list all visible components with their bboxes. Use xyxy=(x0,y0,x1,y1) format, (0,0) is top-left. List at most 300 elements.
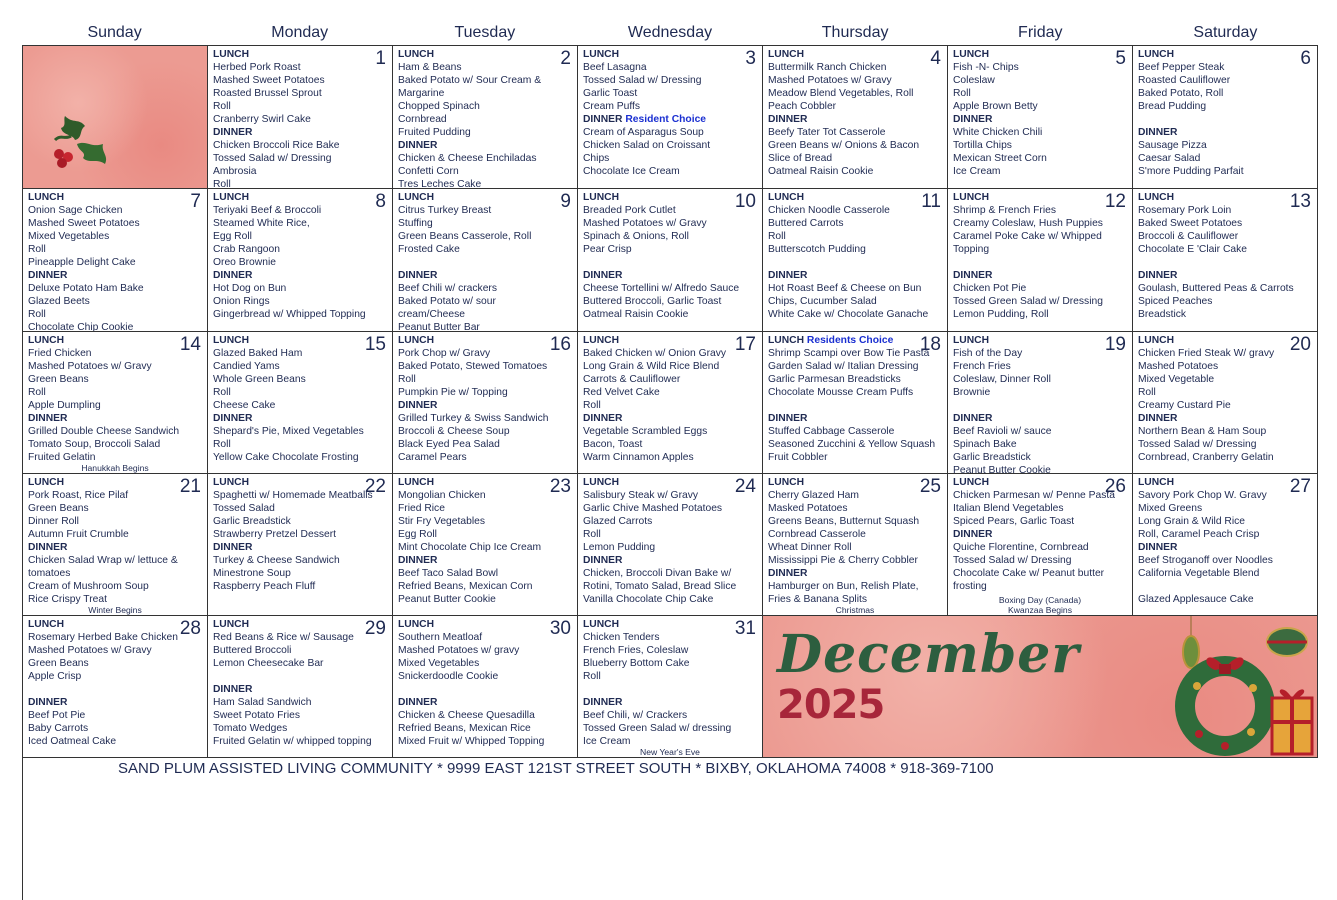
menu-item xyxy=(28,580,207,593)
menu-text: Mashed Potatoes w/ Gravy xyxy=(28,361,152,372)
menu-item xyxy=(1138,438,1317,451)
menu-text: Pork Chop w/ Gravy xyxy=(398,348,491,359)
menu-text: Garlic Breadstick xyxy=(213,516,291,527)
menu-item xyxy=(768,256,947,269)
menu-item xyxy=(953,438,1132,451)
menu-item xyxy=(768,100,947,113)
menu-item xyxy=(213,217,392,230)
menu-text: White Chicken Chili xyxy=(953,127,1043,138)
menu-text: Fruit Cobbler xyxy=(768,452,828,463)
holiday-note: Hanukkah Begins xyxy=(81,463,149,473)
menu-text: Roll xyxy=(583,671,601,682)
menu-item xyxy=(398,735,577,748)
menu-text: Egg Roll xyxy=(398,529,437,540)
menu-text: Candied Yams xyxy=(213,361,280,372)
menu-text: Butterscotch Pudding xyxy=(768,244,866,255)
menu-text: Mixed Vegetables xyxy=(398,658,480,669)
holiday-notes xyxy=(23,463,207,473)
menu-text: Baked Potato, Roll xyxy=(1138,88,1224,99)
meal-heading xyxy=(398,696,577,709)
menu-text: DINNER xyxy=(583,270,623,281)
menu-text: Green Beans w/ Onions & Bacon xyxy=(768,140,920,151)
menu-text: Tortilla Chips xyxy=(953,140,1012,151)
menu-item xyxy=(213,61,392,74)
menu-item xyxy=(1138,74,1317,87)
meal-heading xyxy=(213,683,392,696)
menu-item xyxy=(953,139,1132,152)
menu-text: Chicken Salad on Croissant xyxy=(583,140,711,151)
menu-text: Baked Chicken w/ Onion Gravy xyxy=(583,348,727,359)
menu-item xyxy=(28,256,207,269)
menu-text: Tossed Green Salad w/ Dressing xyxy=(953,296,1103,307)
menu-text: DINNER xyxy=(213,413,253,424)
menu-text: Chocolate Ice Cream xyxy=(583,166,680,177)
menu-text: Pork Roast, Rice Pilaf xyxy=(28,490,129,501)
menu-item xyxy=(213,87,392,100)
menu-item xyxy=(213,100,392,113)
menu-text: Deluxe Potato Ham Bake xyxy=(28,283,144,294)
menu-text: Cornbread, Cranberry Gelatin xyxy=(1138,452,1274,463)
weekday-wednesday: Wednesday xyxy=(627,24,713,41)
choice-label: Resident Choice xyxy=(622,114,707,125)
menu-item xyxy=(213,230,392,243)
menu-item xyxy=(398,321,577,332)
menu-item xyxy=(953,243,1132,256)
menu-text: Roll xyxy=(28,387,46,398)
meal-heading xyxy=(28,412,207,425)
menu-item xyxy=(583,386,762,399)
meal-heading xyxy=(213,126,392,139)
menu-text: Snickerdoodle Cookie xyxy=(398,671,499,682)
menu-item xyxy=(583,139,762,152)
day-number: 13 xyxy=(1289,191,1311,212)
holiday-note: New Year's Eve xyxy=(640,747,700,757)
menu-text: DINNER xyxy=(583,413,623,424)
menu-text: Rotini, Tomato Salad, Bread Slice xyxy=(583,581,737,592)
menu-text: Refried Beans, Mexican Corn xyxy=(398,581,533,592)
menu-item xyxy=(398,438,577,451)
menu-text: Northern Bean & Ham Soup xyxy=(1138,426,1267,437)
menu-text: Chips xyxy=(583,153,610,164)
menu-text: Dinner Roll xyxy=(28,516,79,527)
menu-item xyxy=(28,502,207,515)
day-cell-24 xyxy=(578,474,763,616)
menu-item xyxy=(398,567,577,580)
menu-item xyxy=(768,386,947,399)
menu-item xyxy=(953,464,1132,474)
menu-text: Fish of the Day xyxy=(953,348,1023,359)
menu-text: Creamy Custard Pie xyxy=(1138,400,1231,411)
menu-item xyxy=(583,541,762,554)
menu-text: Mashed Potatoes w/ gravy xyxy=(398,645,520,656)
menu-text: DINNER xyxy=(398,555,438,566)
menu-item xyxy=(953,360,1132,373)
day-number: 5 xyxy=(1115,48,1126,69)
menu-text: Shrimp & French Fries xyxy=(953,205,1056,216)
menu-text: Spinach & Onions, Roll xyxy=(583,231,689,242)
menu-item xyxy=(1138,567,1317,580)
menu-text: Mashed Sweet Potatoes xyxy=(213,75,325,86)
menu-text: Chips, Cucumber Salad xyxy=(768,296,877,307)
menu-item xyxy=(398,282,577,295)
menu-item xyxy=(583,593,762,606)
meal-heading xyxy=(398,399,577,412)
menu-item xyxy=(768,554,947,567)
menu-item xyxy=(213,139,392,152)
day-number: 16 xyxy=(549,334,571,355)
menu-text: LUNCH xyxy=(398,49,435,60)
menu-item xyxy=(1138,502,1317,515)
menu-item xyxy=(213,515,392,528)
menu-item xyxy=(583,243,762,256)
menu-item xyxy=(28,243,207,256)
menu-text: Mixed Fruit w/ Whipped Topping xyxy=(398,736,545,747)
menu-text: Red Velvet Cake xyxy=(583,387,660,398)
menu-item xyxy=(953,515,1132,528)
menu-text: DINNER xyxy=(398,400,438,411)
menu-item xyxy=(28,282,207,295)
menu-text: DINNER xyxy=(398,697,438,708)
day-number: 12 xyxy=(1104,191,1126,212)
meal-heading xyxy=(213,269,392,282)
menu-text: Egg Roll xyxy=(213,231,252,242)
day-number: 10 xyxy=(734,191,756,212)
menu-text: Apple Brown Betty xyxy=(953,101,1038,112)
day-cell-1 xyxy=(208,46,393,189)
menu-text: Beef Taco Salad Bowl xyxy=(398,568,498,579)
day-number: 23 xyxy=(549,476,571,497)
menu-item xyxy=(28,230,207,243)
menu-text: Long Grain & Wild Rice Blend xyxy=(583,361,720,372)
menu-text: tomatoes xyxy=(28,568,71,579)
day-cell-15 xyxy=(208,332,393,474)
menu-text: Spiced Pears, Garlic Toast xyxy=(953,516,1075,527)
menu-item xyxy=(213,670,392,683)
menu-text: Green Beans xyxy=(28,374,89,385)
menu-text: DINNER xyxy=(583,697,623,708)
day-cell-22 xyxy=(208,474,393,616)
menu-item xyxy=(213,282,392,295)
menu-text: Roasted Brussel Sprout xyxy=(213,88,322,99)
menu-item xyxy=(768,373,947,386)
menu-item xyxy=(28,425,207,438)
meal-heading xyxy=(213,48,392,61)
menu-item xyxy=(398,670,577,683)
day-cell-20 xyxy=(1133,332,1318,474)
menu-item xyxy=(213,528,392,541)
day-number: 19 xyxy=(1104,334,1126,355)
day-number: 2 xyxy=(560,48,571,69)
menu-item xyxy=(1138,100,1317,113)
menu-text: Roll xyxy=(1138,387,1156,398)
menu-text: Garlic Parmesan Breadsticks xyxy=(768,374,901,385)
menu-text: Broccoli & Cheese Soup xyxy=(398,426,510,437)
menu-item xyxy=(583,722,762,735)
menu-text: Garden Salad w/ Italian Dressing xyxy=(768,361,919,372)
menu-item xyxy=(398,100,577,113)
menu-item xyxy=(398,360,577,373)
day-cell-19 xyxy=(948,332,1133,474)
menu-item xyxy=(953,502,1132,515)
menu-item xyxy=(398,243,577,256)
meal-heading xyxy=(28,541,207,554)
menu-text: Black Eyed Pea Salad xyxy=(398,439,500,450)
menu-text: Quiche Florentine, Cornbread xyxy=(953,542,1089,553)
menu-text: Roll xyxy=(213,101,231,112)
menu-item xyxy=(583,61,762,74)
menu-text: LUNCH xyxy=(768,477,805,488)
menu-item xyxy=(398,644,577,657)
menu-item xyxy=(1138,295,1317,308)
day-number: 31 xyxy=(734,618,756,639)
menu-item xyxy=(583,87,762,100)
day-cell-7 xyxy=(23,189,208,332)
menu-text: Mint Chocolate Chip Ice Cream xyxy=(398,542,542,553)
menu-text: DINNER xyxy=(213,270,253,281)
menu-text: Mongolian Chicken xyxy=(398,490,486,501)
menu-item xyxy=(953,295,1132,308)
day-cell-29 xyxy=(208,616,393,758)
menu-item xyxy=(213,722,392,735)
menu-item xyxy=(213,113,392,126)
menu-item xyxy=(398,657,577,670)
menu-text: Ham Salad Sandwich xyxy=(213,697,312,708)
menu-text: Bacon, Toast xyxy=(583,439,643,450)
meal-heading xyxy=(398,139,577,152)
menu-item xyxy=(398,425,577,438)
day-number: 7 xyxy=(190,191,201,212)
menu-text: Herbed Pork Roast xyxy=(213,62,301,73)
menu-text: Mixed Greens xyxy=(1138,503,1203,514)
menu-text: Apple Crisp xyxy=(28,671,82,682)
menu-text: Beef Pot Pie xyxy=(28,710,86,721)
menu-text: DINNER xyxy=(1138,413,1178,424)
menu-text: Onion Rings xyxy=(213,296,270,307)
menu-text: Chicken Salad Wrap w/ lettuce & xyxy=(28,555,178,566)
menu-item xyxy=(768,217,947,230)
menu-item xyxy=(768,152,947,165)
menu-text: Glazed Applesauce Cake xyxy=(1138,594,1254,605)
holly-icon xyxy=(35,96,125,176)
menu-text: Brownie xyxy=(953,387,991,398)
weekday-tuesday: Tuesday xyxy=(454,24,516,41)
menu-item xyxy=(213,735,392,748)
menu-text: LUNCH xyxy=(213,335,250,346)
menu-item xyxy=(398,230,577,243)
menu-item xyxy=(768,139,947,152)
menu-item xyxy=(213,438,392,451)
menu-text: Roll xyxy=(213,439,231,450)
menu-item xyxy=(1138,165,1317,178)
menu-text: Roll xyxy=(213,179,231,189)
menu-item xyxy=(768,295,947,308)
menu-item xyxy=(583,502,762,515)
menu-text: Caramel Poke Cake w/ Whipped xyxy=(953,231,1102,242)
meal-heading xyxy=(28,269,207,282)
meal-heading xyxy=(213,412,392,425)
menu-text: Grilled Double Cheese Sandwich xyxy=(28,426,180,437)
menu-item xyxy=(953,308,1132,321)
menu-item xyxy=(398,308,577,321)
menu-text: Glazed Baked Ham xyxy=(213,348,303,359)
day-cell-23 xyxy=(393,474,578,616)
menu-item xyxy=(953,126,1132,139)
menu-item xyxy=(768,528,947,541)
menu-item xyxy=(768,87,947,100)
menu-text: Chicken Pot Pie xyxy=(953,283,1027,294)
menu-text: Shrimp Scampi over Bow Tie Pasta xyxy=(768,348,930,359)
menu-item xyxy=(953,541,1132,554)
menu-item xyxy=(213,580,392,593)
menu-text: Creamy Coleslaw, Hush Puppies xyxy=(953,218,1103,229)
menu-item xyxy=(768,438,947,451)
menu-text: Salisbury Steak w/ Gravy xyxy=(583,490,699,501)
menu-text: DINNER xyxy=(28,270,68,281)
menu-item xyxy=(1138,217,1317,230)
menu-item xyxy=(213,502,392,515)
menu-text: Vegetable Scrambled Eggs xyxy=(583,426,708,437)
menu-item xyxy=(398,295,577,308)
menu-item xyxy=(768,515,947,528)
menu-text: Caesar Salad xyxy=(1138,153,1201,164)
menu-text: Beef Ravioli w/ sauce xyxy=(953,426,1052,437)
menu-item xyxy=(1138,580,1317,593)
menu-item xyxy=(28,528,207,541)
menu-item xyxy=(398,178,577,189)
meal-heading xyxy=(768,269,947,282)
menu-text: Roll xyxy=(953,88,971,99)
menu-text: LUNCH xyxy=(953,477,990,488)
menu-item xyxy=(398,373,577,386)
menu-text: Fruited Gelatin xyxy=(28,452,96,463)
day-number: 14 xyxy=(179,334,201,355)
meal-heading xyxy=(1138,412,1317,425)
holiday-note: Christmas xyxy=(835,605,875,615)
menu-item xyxy=(398,217,577,230)
meal-heading xyxy=(28,696,207,709)
menu-text: Roll xyxy=(768,231,786,242)
day-cell-28 xyxy=(23,616,208,758)
menu-text: French Fries xyxy=(953,361,1011,372)
menu-text: Iced Oatmeal Cake xyxy=(28,736,117,747)
menu-item xyxy=(28,709,207,722)
menu-item xyxy=(583,657,762,670)
meal-heading xyxy=(953,48,1132,61)
menu-text: DINNER xyxy=(28,542,68,553)
menu-item xyxy=(213,178,392,189)
menu-text: Tomato Soup, Broccoli Salad xyxy=(28,439,161,450)
menu-item xyxy=(398,152,577,165)
menu-item xyxy=(768,61,947,74)
menu-item xyxy=(28,399,207,412)
day-cell-2 xyxy=(393,46,578,189)
menu-item xyxy=(953,386,1132,399)
menu-item xyxy=(398,113,577,126)
menu-text: Southern Meatloaf xyxy=(398,632,483,643)
menu-item xyxy=(213,152,392,165)
menu-text: DINNER xyxy=(398,140,438,151)
menu-text: DINNER xyxy=(953,270,993,281)
menu-text: Roll xyxy=(28,244,46,255)
menu-text: Chocolate Mousse Cream Puffs xyxy=(768,387,914,398)
menu-item xyxy=(583,528,762,541)
menu-text: S'more Pudding Parfait xyxy=(1138,166,1244,177)
menu-item xyxy=(28,204,207,217)
menu-item xyxy=(28,644,207,657)
holiday-note: Boxing Day (Canada) xyxy=(998,595,1082,605)
menu-text: Buttered Broccoli xyxy=(213,645,292,656)
menu-text: Beef Lasagna xyxy=(583,62,647,73)
menu-item xyxy=(28,373,207,386)
menu-text: Margarine xyxy=(398,88,445,99)
menu-item xyxy=(213,696,392,709)
menu-item xyxy=(768,399,947,412)
menu-item xyxy=(953,152,1132,165)
holiday-notes xyxy=(578,747,762,757)
menu-item xyxy=(583,152,762,165)
menu-text: Roll xyxy=(398,374,416,385)
menu-item xyxy=(28,670,207,683)
menu-text: Chocolate E 'Clair Cake xyxy=(1138,244,1247,255)
menu-item xyxy=(213,386,392,399)
weekday-thursday: Thursday xyxy=(821,24,889,41)
menu-text: Coleslaw xyxy=(953,75,995,86)
menu-text: LUNCH xyxy=(768,49,805,60)
menu-item xyxy=(1138,554,1317,567)
menu-item xyxy=(398,256,577,269)
menu-item xyxy=(1138,515,1317,528)
menu-text: LUNCH xyxy=(1138,49,1175,60)
menu-text: Tres Leches Cake xyxy=(398,179,482,189)
meal-heading xyxy=(953,269,1132,282)
menu-text: Oatmeal Raisin Cookie xyxy=(768,166,874,177)
day-cell-18 xyxy=(763,332,948,474)
menu-text: Tossed Salad xyxy=(213,503,275,514)
menu-text: Fries & Banana Splits xyxy=(768,594,868,605)
menu-item xyxy=(28,308,207,321)
meal-heading xyxy=(583,554,762,567)
menu-text: Goulash, Buttered Peas & Carrots xyxy=(1138,283,1294,294)
menu-text: Broccoli & Cauliflower xyxy=(1138,231,1239,242)
menu-text: Chocolate Cake w/ Peanut butter xyxy=(953,568,1105,579)
menu-item xyxy=(583,451,762,464)
menu-text: Cherry Glazed Ham xyxy=(768,490,859,501)
day-cell-11 xyxy=(763,189,948,332)
day-cell-13 xyxy=(1133,189,1318,332)
menu-item xyxy=(28,683,207,696)
menu-text: Fish -N- Chips xyxy=(953,62,1019,73)
menu-text: Long Grain & Wild Rice xyxy=(1138,516,1246,527)
menu-text: Baby Carrots xyxy=(28,723,89,734)
menu-text: Fruited Pudding xyxy=(398,127,471,138)
menu-text: LUNCH xyxy=(398,192,435,203)
menu-item xyxy=(213,74,392,87)
menu-item xyxy=(213,243,392,256)
meal-heading xyxy=(1138,126,1317,139)
day-number: 17 xyxy=(734,334,756,355)
menu-item xyxy=(583,644,762,657)
menu-text: Oatmeal Raisin Cookie xyxy=(583,309,689,320)
menu-text: Chocolate Chip Cookie xyxy=(28,322,134,332)
menu-item xyxy=(953,256,1132,269)
menu-item xyxy=(768,165,947,178)
menu-text: Bread Pudding xyxy=(1138,101,1207,112)
menu-text: Vanilla Chocolate Chip Cake xyxy=(583,594,714,605)
menu-item xyxy=(28,567,207,580)
menu-text: Caramel Pears xyxy=(398,452,467,463)
menu-item xyxy=(768,360,947,373)
menu-text: Spaghetti w/ Homemade Meatballs xyxy=(213,490,373,501)
